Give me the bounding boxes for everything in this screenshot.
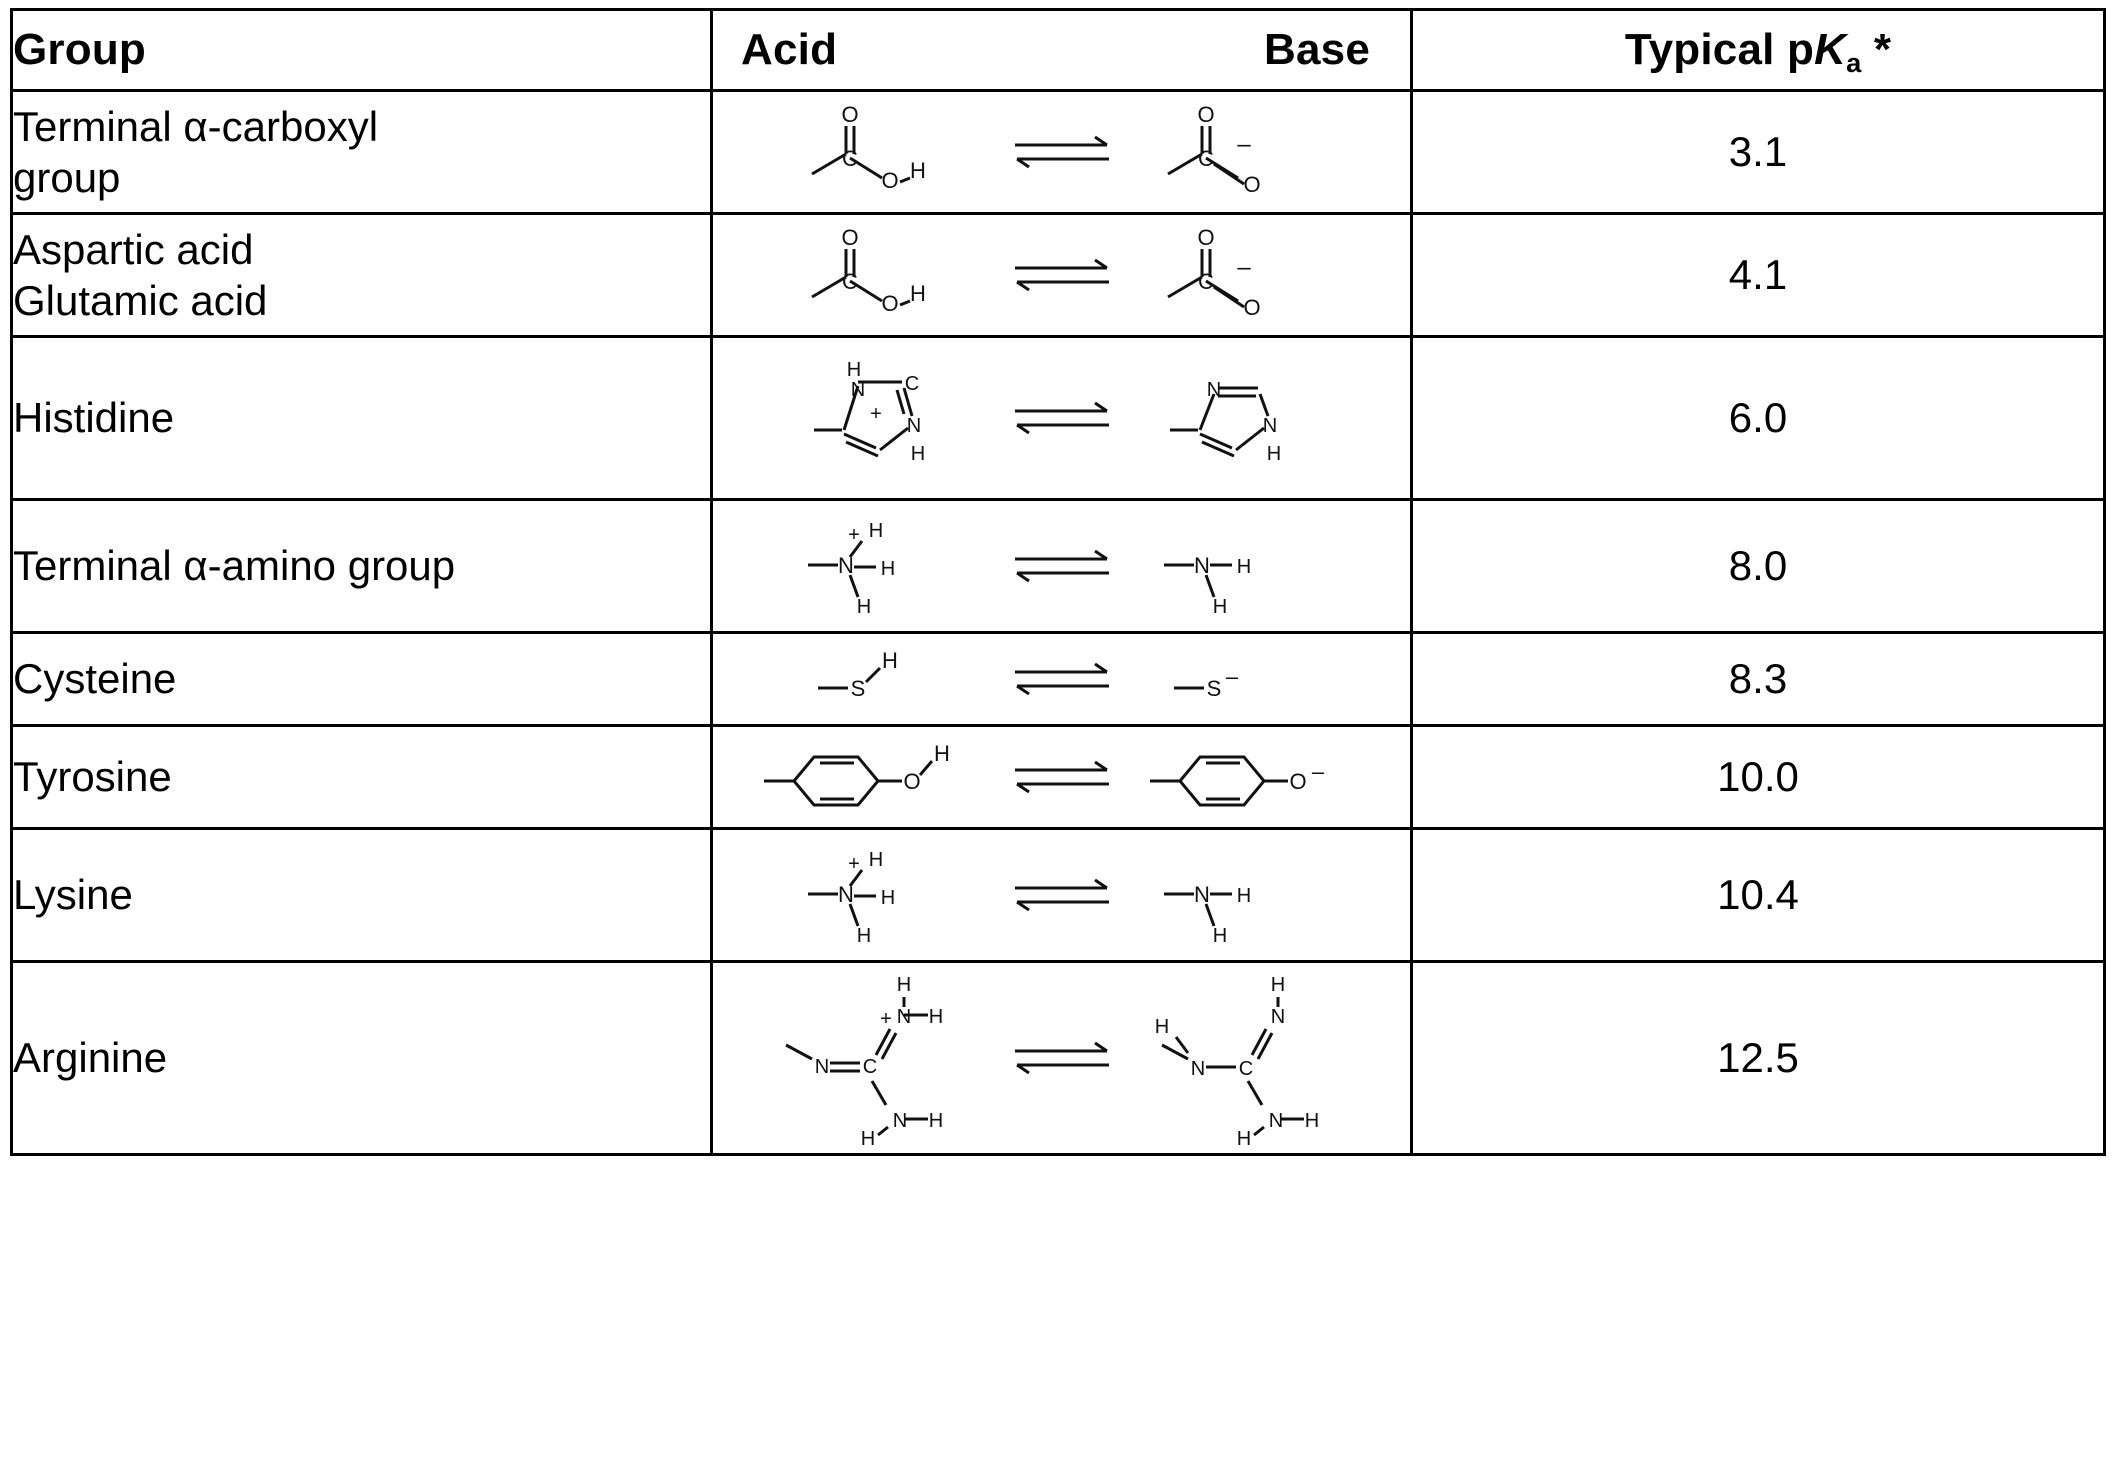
svg-text:–: – [1236,131,1251,158]
equilibrium-arrows-icon [1002,543,1122,589]
group-label-line2: group [13,154,121,201]
svg-text:H: H [881,648,898,673]
svg-text:C: C [841,146,858,171]
svg-text:H: H [880,558,895,580]
svg-text:H: H [1266,443,1281,465]
group-label-line2: Glutamic acid [13,277,268,324]
table-row [12,633,2105,726]
group-cell [12,962,712,1155]
acid-structure-ammonium-icon [784,830,984,960]
svg-text:H: H [1212,596,1227,618]
svg-text:N: N [814,1056,829,1078]
svg-text:H: H [933,741,950,766]
header-row [12,10,2105,91]
svg-text:C: C [1197,146,1214,171]
svg-text:O: O [840,102,859,127]
svg-text:H: H [868,520,883,542]
acid-structure-phenol-icon [754,727,984,827]
group-label-line1: Arginine [13,1034,168,1082]
pka-value: 10.4 [1412,829,2105,962]
svg-text:O: O [840,225,859,250]
structure-cell [712,829,1412,962]
svg-text:O: O [1196,102,1215,127]
svg-text:H: H [1154,1016,1169,1038]
group-label-line1: Histidine [13,394,175,442]
group-cell [12,337,712,500]
equilibrium-arrows-icon [1002,252,1122,298]
column-header-pka [1412,10,2105,91]
group-cell [12,726,712,829]
svg-text:H: H [856,925,871,947]
svg-text:H: H [880,887,895,909]
pka-value: 8.3 [1412,633,2105,726]
svg-text:H: H [909,158,926,183]
table-row [12,214,2105,337]
equilibrium-arrows-icon [1002,656,1122,702]
svg-text:+: + [879,1008,892,1030]
svg-text:O: O [1242,295,1261,320]
svg-text:N: N [1262,415,1277,437]
column-header-group: Group [12,10,712,91]
acid-structure-imidazolium-icon [784,338,984,498]
group-cell [12,500,712,633]
svg-text:–: – [1311,759,1324,784]
equilibrium-arrows-icon [1002,395,1122,441]
svg-text:N: N [850,379,865,401]
svg-text:–: – [1236,254,1251,281]
svg-text:O: O [1196,225,1215,250]
equilibrium-arrows-icon [1002,1035,1122,1081]
svg-text:H: H [1236,885,1251,907]
group-cell [12,91,712,214]
table-row [12,91,2105,214]
group-label-line1: Terminal α-carboxyl [13,102,379,150]
svg-text:+: + [847,853,860,875]
svg-text:N: N [906,415,921,437]
structure-cell [712,962,1412,1155]
svg-text:C: C [1197,269,1214,294]
svg-text:O: O [880,291,899,316]
svg-text:C: C [904,373,919,395]
svg-text:+: + [869,403,882,425]
equilibrium-arrows-icon [1002,754,1122,800]
table-row [12,500,2105,633]
group-cell [12,829,712,962]
equilibrium-arrows-icon [1002,872,1122,918]
structure-cell [712,726,1412,829]
group-label-line1: Lysine [13,871,133,919]
svg-text:H: H [1236,556,1251,578]
table-row [12,829,2105,962]
svg-text:H: H [910,443,925,465]
base-structure-amine-icon [1140,501,1340,631]
svg-text:+: + [847,524,860,546]
svg-text:H: H [868,849,883,871]
pka-header-sub: a [1846,46,1862,78]
pka-header-k: K [1814,25,1847,74]
base-structure-carboxylate-icon [1140,92,1340,212]
pka-value: 10.0 [1412,726,2105,829]
svg-text:H: H [896,974,911,996]
base-structure-imidazole-icon [1140,338,1340,498]
svg-text:H: H [928,1006,943,1028]
svg-text:S: S [850,676,865,701]
svg-text:C: C [862,1056,877,1078]
svg-text:N: N [896,1006,911,1028]
svg-text:H: H [856,596,871,618]
structure-cell [712,500,1412,633]
svg-text:H: H [928,1110,943,1132]
acid-structure-carboxylic-acid-icon [784,92,984,212]
column-header-structures [712,10,1412,91]
svg-text:H: H [1304,1110,1319,1132]
group-cell [12,214,712,337]
base-structure-guanidine-icon [1140,963,1360,1153]
group-label-line1: Terminal α-amino group [13,542,456,590]
structure-cell [712,214,1412,337]
structure-cell [712,633,1412,726]
svg-text:H: H [846,359,861,381]
base-structure-amine-icon [1140,830,1340,960]
table-row [12,726,2105,829]
base-structure-carboxylate-icon [1140,215,1340,335]
pka-value: 12.5 [1412,962,2105,1155]
svg-text:–: – [1225,664,1238,689]
svg-text:O: O [1288,769,1307,794]
svg-text:H: H [860,1128,875,1150]
svg-text:N: N [1193,553,1210,578]
pka-value: 4.1 [1412,214,2105,337]
group-label-line1: Aspartic acid [13,225,254,273]
acid-structure-ammonium-icon [784,501,984,631]
structure-cell [712,91,1412,214]
svg-text:O: O [1242,172,1261,197]
svg-text:N: N [892,1110,907,1132]
table-row [12,337,2105,500]
base-structure-thiolate-icon [1140,634,1340,724]
svg-text:H: H [1270,974,1285,996]
pka-header-star: * [1861,25,1892,74]
base-structure-phenolate-icon [1140,727,1370,827]
column-header-base: Base [1264,25,1370,74]
svg-text:N: N [1268,1110,1283,1132]
svg-text:N: N [1190,1058,1205,1080]
group-cell [12,633,712,726]
group-label-line1: Cysteine [13,655,177,703]
svg-text:C: C [841,269,858,294]
svg-text:O: O [880,168,899,193]
table-row [12,962,2105,1155]
pka-table [10,8,2106,1156]
table-body [12,91,2105,1155]
svg-text:N: N [837,553,854,578]
svg-text:H: H [1212,925,1227,947]
svg-text:H: H [1236,1128,1251,1150]
svg-text:C: C [1238,1058,1253,1080]
pka-value: 8.0 [1412,500,2105,633]
acid-structure-thiol-icon [784,634,984,724]
svg-text:N: N [1193,882,1210,907]
pka-value: 6.0 [1412,337,2105,500]
svg-text:N: N [1206,379,1221,401]
column-header-acid: Acid [741,25,838,74]
pka-header-prefix: Typical p [1624,25,1815,74]
svg-text:N: N [837,882,854,907]
group-label-line1: Tyrosine [13,753,172,801]
svg-text:S: S [1206,676,1221,701]
pka-value: 3.1 [1412,91,2105,214]
structure-cell [712,337,1412,500]
acid-structure-guanidinium-icon [764,963,984,1153]
svg-text:N: N [1270,1006,1285,1028]
equilibrium-arrows-icon [1002,129,1122,175]
acid-structure-carboxylic-acid-icon [784,215,984,335]
svg-text:O: O [902,769,921,794]
table-header [12,10,2105,91]
svg-text:H: H [909,281,926,306]
